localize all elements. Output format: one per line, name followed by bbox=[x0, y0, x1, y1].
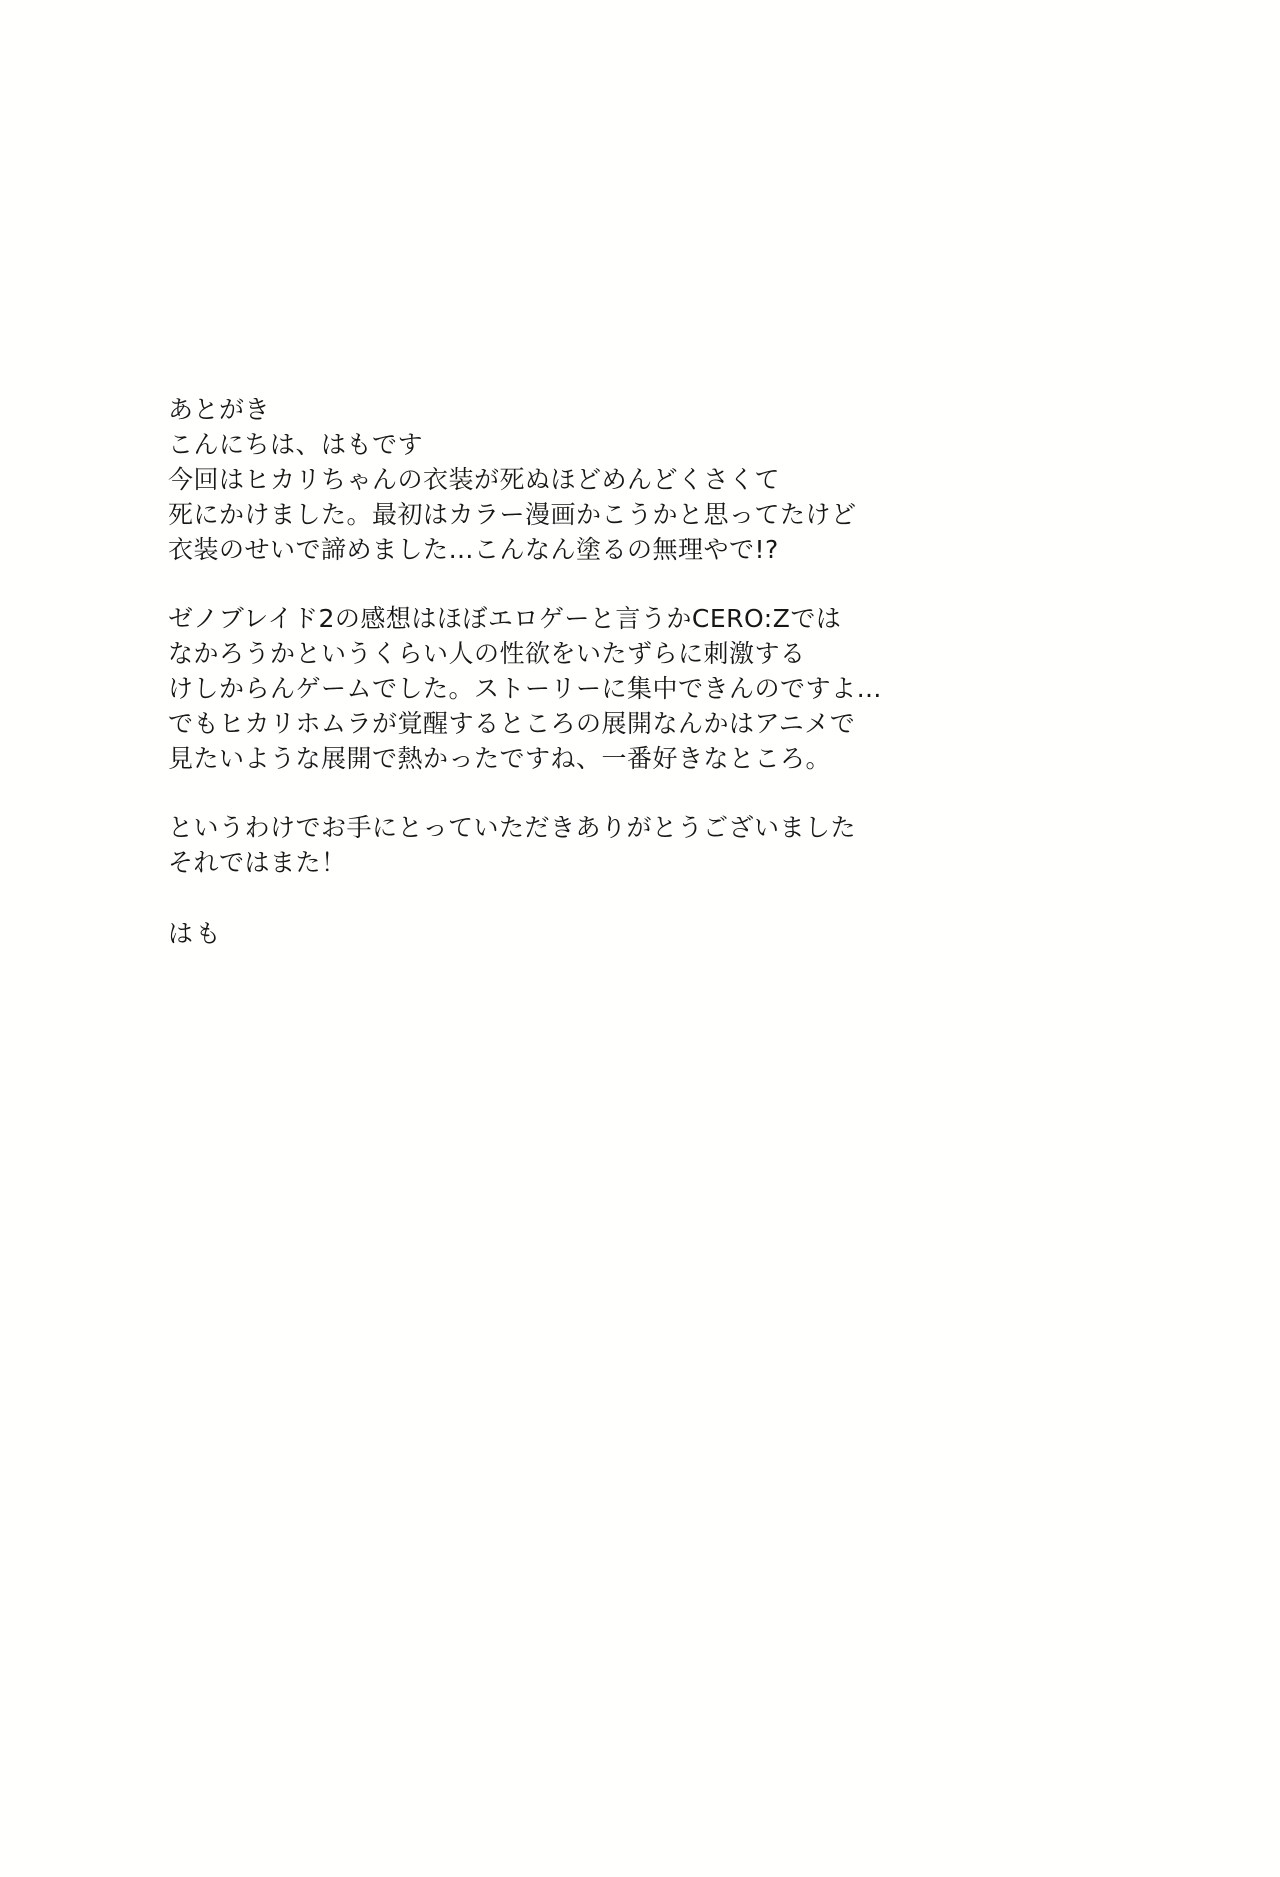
afterword-line: 今回はヒカリちゃんの衣装が死ぬほどめんどくさくて bbox=[168, 465, 781, 494]
afterword-text-body bbox=[168, 392, 1128, 951]
author-signature-block bbox=[168, 916, 1128, 951]
afterword-line: ゼノブレイド2の感想はほぼエロゲーと言うかCERO:Zでは bbox=[168, 604, 842, 633]
afterword-line: 衣装のせいで諦めました…こんなん塗るの無理やで!? bbox=[168, 535, 779, 564]
afterword-paragraph-impressions bbox=[168, 601, 1128, 776]
afterword-paragraph-intro bbox=[168, 392, 1128, 567]
afterword-paragraph-thanks bbox=[168, 810, 1128, 880]
afterword-line: というわけでお手にとっていただきありがとうございました bbox=[168, 813, 857, 842]
afterword-line: 死にかけました。最初はカラー漫画かこうかと思ってたけど bbox=[168, 500, 857, 529]
afterword-line: なかろうかというくらい人の性欲をいたずらに刺激する bbox=[168, 639, 806, 668]
afterword-line: それではまた！ bbox=[168, 848, 347, 877]
afterword-line: 見たいような展開で熱かったですね、一番好きなところ。 bbox=[168, 744, 832, 773]
afterword-line: でもヒカリホムラが覚醒するところの展開なんかはアニメで bbox=[168, 709, 856, 738]
page-title: あとがき bbox=[168, 395, 271, 424]
author-signature: はも bbox=[168, 919, 224, 948]
afterword-line: こんにちは、はもです bbox=[168, 430, 424, 459]
afterword-line: けしからんゲームでした。ストーリーに集中できんのですよ… bbox=[168, 674, 883, 703]
